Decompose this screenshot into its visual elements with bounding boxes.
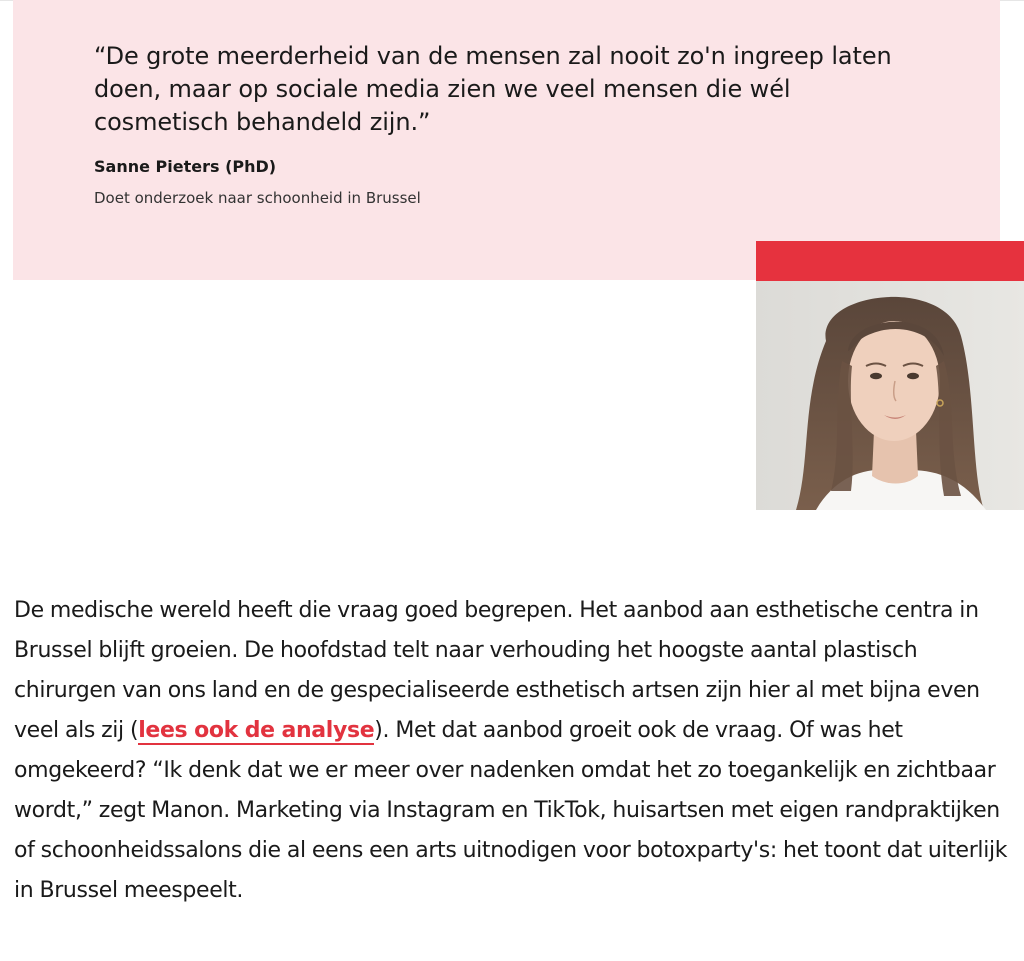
analysis-link[interactable]: lees ook de analyse: [138, 718, 375, 743]
author-portrait: [756, 281, 1024, 510]
quote-author-role: Doet onderzoek naar schoonheid in Brussel: [94, 189, 421, 207]
accent-bar: [756, 241, 1024, 281]
pull-quote-box: [13, 0, 1000, 280]
quote-text: “De grote meerderheid van de mensen zal nooit zo'n ingreep laten doen, maar op sociale media zien we veel mensen die wél cosmetisch behandeld zijn.”: [94, 42, 892, 136]
quote-author: Sanne Pieters (PhD): [94, 157, 277, 176]
article-paragraph: [14, 591, 1018, 911]
paragraph-text-before: De medische wereld heeft die vraag goed begrepen. Het aanbod aan esthetische centra in Brussel blijft groeien. De hoofdstad telt naar verhouding het hoogste aantal plastisch chirurgen van ons land en de gespecialiseerde esthetisch artsen zijn hier al met bijna even veel als zij (: [14, 598, 980, 743]
paragraph-text-after: ). Met dat aanbod groeit ook de vraag. Of was het omgekeerd? “Ik denk dat we er meer over nadenken omdat het zo toegankelijk en zichtbaar wordt,” zegt Manon. Marketing via Instagram en TikTok, huisartsen met eigen randpraktijken of schoonheidssalons die al eens een arts uitnodigen voor botoxparty's: het toont dat uiterlijk in Brussel meespeelt.: [14, 718, 1008, 903]
